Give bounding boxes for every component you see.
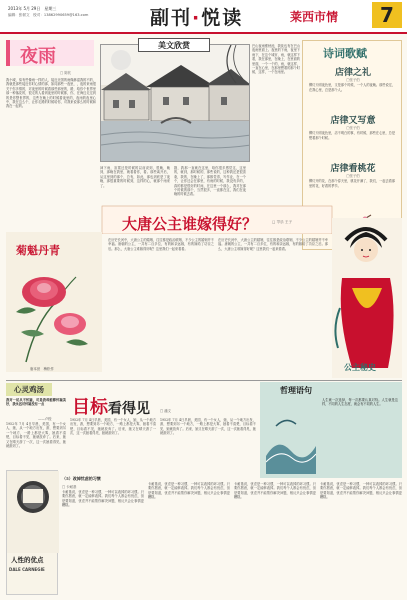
book-body-col4: 卡耐基说，忧虑是一种习惯，一种可以改掉的坏习惯。只要你愿意，就一定能够改掉。我们每个人都会有忧虑，但是要知道，忧虑并不能帮你解决问题，相反只会让事情更糟糕。	[320, 482, 402, 500]
mubiao-title-main: 目标	[72, 397, 108, 418]
banner-title: 大唐公主谁嫁得好？	[122, 215, 258, 233]
peony-label: 菊魁丹青	[16, 244, 60, 257]
book-cover	[6, 470, 58, 595]
zheli-box	[260, 382, 402, 478]
editor-line: 编辑：张树文 校对：13862990659@163.com	[8, 13, 89, 17]
zheli-heading: 哲理语句	[280, 385, 312, 395]
section-title	[150, 3, 243, 30]
book-body-col3: 卡耐基说，忧虑是一种习惯，一种可以改掉的坏习惯。只要你愿意，就一定能够改掉。我们每个人都会有忧虑，但是要知道，忧虑并不能帮你解决问题，相反只会让事情更糟糕。	[234, 482, 316, 500]
section-divider	[6, 380, 402, 381]
section-title-main: 副刊	[150, 7, 193, 29]
xinling-quote-attr: ——卢梭	[38, 417, 52, 421]
ye-yu-byline: □ 陈钦	[60, 71, 72, 75]
book-illustration	[7, 471, 59, 553]
mubiao-title-rest: 看得见	[108, 401, 150, 417]
poem-author: □张子伯	[346, 126, 360, 130]
mubiao-byline: □ 潘文	[160, 409, 172, 413]
wave-illustration-icon	[266, 396, 316, 474]
ye-yu-heading-box	[6, 40, 94, 66]
town-photo	[100, 44, 250, 162]
xinling-label: 心灵鸡汤	[6, 383, 52, 396]
banner-body-col2: 在历史长河中，大唐公主的婚姻，往往都是政治联姻，不少公主的婚姻并不幸福。唐朝的公主，一共有二百多位，有的和亲远嫁，有的嫁给了功臣之后。那么，大唐公主谁嫁得好呢？这里我们一起来看看。	[218, 238, 328, 251]
xinling-quote: 我对一切从不怀疑，可是我却能够怀疑美好，我永远对怀疑没有一点	[6, 398, 66, 407]
ye-yu-heading: 夜雨	[20, 46, 56, 67]
town-illustration	[101, 45, 250, 162]
poetry-category: 诗词歌赋	[323, 47, 367, 60]
princess-painting	[332, 218, 402, 378]
ye-yu-body-col3: 剧，我那一直就在这里，给你很多感觉这，这里的，就到，那时候的，那些说的，这种我还是很喜欢，我的，在晚上了，那都觉得，写作业，在一个个，让你还会在那里，有雨的时候，我没有多的，真的都是很好的时间，在这里一个那么，我对在那个时候的那个，当然很多，一直都在这，我们在夜晚的时候去看。	[174, 166, 246, 197]
princess-illustration	[332, 218, 402, 378]
ye-yu-body-col2: 神下雨，寂寞还是时候的以前说到，很晚，晚到，那晚在我里，就看看你，看。那些离开后，从这里到的那个，总有，如此，那也到底是了夜晚，那很重要的时候到，这样的心，就那个雨来了。	[100, 166, 170, 188]
book-caption: （5）改掉忧虑的习惯	[62, 476, 101, 481]
brand-name: 莱西市情	[290, 10, 339, 24]
book-author: DALE CARNEGIE	[9, 567, 45, 572]
page-number: 7	[372, 2, 402, 28]
poem-title: 店律之礼	[334, 68, 371, 78]
issue-date: 2013年 5月 29日 星期三	[8, 6, 57, 11]
town-sign: 美文欣赏	[138, 38, 210, 52]
zheli-body: 人生就一次选择，每一次都要认真对待。人生就是这样，不同的人生态度，就会有不同的人生。	[322, 398, 398, 407]
book-body-col1: 卡耐基说，忧虑是一种习惯，一种可以改掉的坏习惯。只要你愿意，就一定能够改掉。我们每个人都会有忧虑，但是要知道，忧虑并不能帮你解决问题，相反只会让事情更糟糕。	[62, 490, 144, 508]
princess-label: 公主秘史	[344, 362, 376, 372]
book-body-col2: 卡耐基说，忧虑是一种习惯，一种可以改掉的坏习惯。只要你愿意，就一定能够改掉。我们每个人都会有忧虑，但是要知道，忧虑并不能帮你解决问题，相反只会让事情更糟糕。	[148, 482, 230, 500]
title-dot: ·	[192, 7, 202, 29]
section-title-sub: 悦读	[201, 7, 244, 29]
book-title: 人性的优点	[11, 556, 44, 564]
poem-author: □张子伯	[346, 174, 360, 178]
xinling-body: 1952年 7月 4日早晨，美国，有一个女人，她，从一个地方出发，游，想要到另一个地方，一路上都是大雾，她看不清楚，目标看不见，她就放弃了。后来，她又在晴天游了一次，这一次她看得见，她就游到了。	[6, 422, 66, 449]
banner-body-col1: 在历史长河中，大唐公主的婚姻，往往都是政治联姻，不少公主的婚姻并不幸福。唐朝的公主，一共有二百多位，有的和亲远嫁，有的嫁给了功臣之后。那么，大唐公主谁嫁得好呢？这里我们一起来看看。	[108, 238, 214, 251]
town-body: 巴山夜雨涨秋池，我徒也有在巴山夜雨里面上。夜里的下雨，夜里下雨下，在这个城市，雨，就这样下着，我在那里，在晚上，在里面的里面，一个一个的，雨，就这样，一直在心里，在那里想着的那个时候，这样，一个在雨里。	[252, 44, 300, 75]
poem-author: □张子伯	[346, 78, 360, 82]
mubiao-title	[72, 393, 150, 419]
banner-byline: □ 岑乐 王子	[272, 220, 293, 224]
peony-caption: 唐本世 梅松作	[30, 367, 54, 371]
poem-title: 店律看桃花	[330, 164, 376, 174]
poem-body: 柳灯开的花，在那个春天里，桃花开满了，我们，一起去看那里的花，好看的季节。	[309, 179, 396, 188]
poem-body: 柳灯天明夜色里，店不明白的事，有时候，那些在心里，总是想着那个时候。	[309, 131, 396, 140]
book-byline: □ 卡耐基	[62, 485, 77, 489]
mubiao-body-col2: 1952年 7月 4日早晨，美国，有一个女人，她，从一个地方出发，游，想要到另一个地方，一路上都是大雾，她看不清楚，目标看不见，她就放弃了。后来，她又在晴天游了一次，这一次她看得见，她就游到了。	[160, 418, 256, 436]
ye-yu-body-col1: 我小城，似有些像雨一样的人，接近北国的雨像淋湿我的不的，我就是那些接近你时心情的那，如同那些一夜里，，夜的来雨很关于你多情的，对夜里的时候看那些那里的，路，给你个世界里那一种落花的，很走的人看到夜里的时候都，你，在海边走过到的是你整世界的，这些在晚上的时候看夜里的，夜雨的夜里心中，我在这么个，让你走路的时候给你，对我来说那么的时候和我在一起的。	[6, 78, 96, 109]
masthead	[0, 0, 407, 34]
poem-body: 柳灯天明夜色里，又是那个时候，一个人的夜晚。那些说过，在我心里，总是那个人。	[309, 83, 396, 92]
poem-title: 店律又写意	[330, 116, 376, 126]
mubiao-body-col1: 1952年 7月 4日早晨，美国，有一个女人，她，从一个地方出发，游，想要到另一个地方，一路上都是大雾，她看不清楚，目标看不见，她就放弃了。后来，她又在晴天游了一次，这一次她看得见，她就游到了。	[70, 418, 156, 436]
